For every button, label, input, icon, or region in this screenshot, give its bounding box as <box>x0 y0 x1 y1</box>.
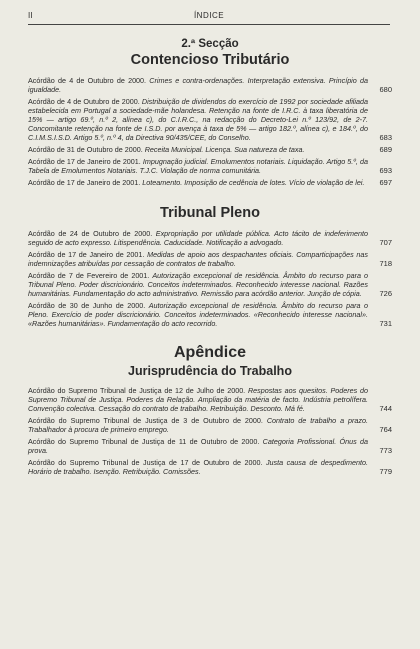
index-entry <box>28 271 392 298</box>
index-entry <box>28 97 392 142</box>
index-entry <box>28 178 392 187</box>
section-title: Apêndice <box>173 344 246 361</box>
entry-description: Crimes e contra-ordenações. Interpretação extensiva. Princípio da igualdade. <box>28 76 368 94</box>
index-section <box>28 344 392 476</box>
entry-description: Expropriação por utilidade pública. Acto tácito de indeferimento seguido de acto expresso. Litispendência. Caducidade. Notificação a advogado. <box>28 229 368 247</box>
entry-citation: Acórdão de 4 de Outubro de 2000. <box>28 76 147 85</box>
entry-page-number[interactable]: 718 <box>379 259 392 268</box>
index-entry <box>28 157 392 175</box>
index-entry <box>28 416 392 434</box>
index-entry <box>28 301 392 328</box>
section-subtitle: Jurisprudência do Trabalho <box>128 364 292 378</box>
entry-citation: Acórdão de 30 de Junho de 2000. <box>28 301 146 310</box>
entry-page-number[interactable]: 683 <box>379 133 392 142</box>
entry-description: Impugnação judicial. Emolumentos notariais. Liquidação. Artigo 5.º, da Tabela de Emolumentos Notariais. T.J.C. Violação de norma comunitária. <box>28 157 369 175</box>
entry-page-number[interactable]: 764 <box>379 425 392 434</box>
entry-description: Loteamento. Imposição de cedência de lotes. Vício de violação de lei. <box>142 178 365 187</box>
entry-description: Contrato de trabalho a prazo. Trabalhador à procura de primeiro emprego. <box>28 416 368 434</box>
entry-page-number[interactable]: 707 <box>379 238 392 247</box>
index-entry <box>28 458 392 476</box>
entry-page-number[interactable]: 680 <box>379 85 392 94</box>
entry-description: Autorização excepcional de residência. Âmbito do recurso para o Tribunal Pleno. Poder discricionário. Conceitos indeterminados. Reconhecido interesse nacional. Razões humanitárias. Fundamentação do acto administrativo. Remissão para acórdão anterior. Junção de cópia. <box>28 271 369 298</box>
entry-description: Categoria Profissional. Ónus da prova. <box>28 437 369 455</box>
entry-citation: Acórdão do Supremo Tribunal de Justiça de 3 de Outubro de 2000. <box>28 416 263 425</box>
entry-page-number[interactable]: 779 <box>379 467 392 476</box>
entry-citation: Acórdão do Supremo Tribunal de Justiça de 11 de Outubro de 2000. <box>28 437 260 446</box>
entry-citation: Acórdão de 17 de Janeiro de 2001. <box>28 178 141 187</box>
entry-description: Distribuição de dividendos do exercício de 1992 por sociedade afiliada estabelecida em Portugal a sociedade-mãe holandesa. Retenção na fonte de I.R.C. à taxa liberatória de 15% — artigo 69.º, n.º 2, alínea c), do C.I.R.C., na redacção do Decreto-Lei n.º 123/92, de 2-7. Concomitante retenção na fonte de I.S.D. por avença à taxa de 5% — artigo 182.º, alínea c), e 184.º, do C.I.M.S.I.S.D. Artigo 5.º, n.º 4, da Directiva 90/435/CEE, do Conselho. <box>28 97 368 142</box>
entry-citation: Acórdão do Supremo Tribunal de Justiça de 17 de Outubro de 2000. <box>28 458 263 467</box>
entry-page-number[interactable]: 773 <box>379 446 392 455</box>
index-entry <box>28 76 392 94</box>
page-number: II <box>28 11 33 20</box>
index-entry <box>28 250 392 268</box>
entry-citation: Acórdão de 24 de Outubro de 2000. <box>28 229 153 238</box>
entry-page-number[interactable]: 689 <box>379 145 392 154</box>
index-entry <box>28 437 392 455</box>
entry-description: Receita Municipal. Licença. Sua natureza de taxa. <box>144 145 305 154</box>
entry-page-number[interactable]: 744 <box>379 404 392 413</box>
index-entry <box>28 145 392 154</box>
index-section <box>28 38 392 187</box>
entry-citation: Acórdão de 31 de Outubro de 2000. <box>28 145 143 154</box>
entry-citation: Acórdão de 7 de Fevereiro de 2001. <box>28 271 150 280</box>
entry-citation: Acórdão de 17 de Janeiro de 2001. <box>28 250 145 259</box>
entry-page-number[interactable]: 731 <box>379 319 392 328</box>
entry-citation: Acórdão de 4 de Outubro de 2000. <box>28 97 140 106</box>
entry-description: Medidas de apoio aos despachantes oficiais. Comparticipações nas indemnizações atribuídas por cessação de contratos de trabalho. <box>28 250 369 268</box>
section-title: Tribunal Pleno <box>160 205 260 221</box>
index-section <box>28 205 392 328</box>
entry-citation: Acórdão do Supremo Tribunal de Justiça de 12 de Julho de 2000. <box>28 386 246 395</box>
entry-page-number[interactable]: 726 <box>379 289 392 298</box>
index-entry <box>28 386 392 413</box>
entry-page-number[interactable]: 697 <box>379 178 392 187</box>
entry-page-number[interactable]: 693 <box>379 166 392 175</box>
index-entry <box>28 229 392 247</box>
running-header <box>28 8 390 25</box>
section-title: Contencioso Tributário <box>130 52 290 68</box>
header-title: ÍNDICE <box>193 11 225 20</box>
section-label: 2.ª Secção <box>181 38 239 50</box>
index-body <box>28 38 392 479</box>
entry-description: Respostas aos quesitos. Poderes do Supremo Tribunal de Justiça. Poderes da Relação. Ampliação da matéria de facto. Indústria petrolífera. Convenção colectiva. Cessação do contrato de trabalho. Retribuição. Desconto. Má fé. <box>28 386 368 413</box>
entry-citation: Acórdão de 17 de Janeiro de 2001. <box>28 157 141 166</box>
entry-description: Justa causa de despedimento. Horário de trabalho. Isenção. Retribuição. Comissões. <box>28 458 368 476</box>
entry-description: Autorização excepcional de residência. Âmbito do recurso para o Pleno. Exercício de poder discricionário. Conceitos indeterminados. «Reconhecido interesse nacional». «Razões humanitárias». Fundamentação do acto recorrido. <box>28 301 368 328</box>
